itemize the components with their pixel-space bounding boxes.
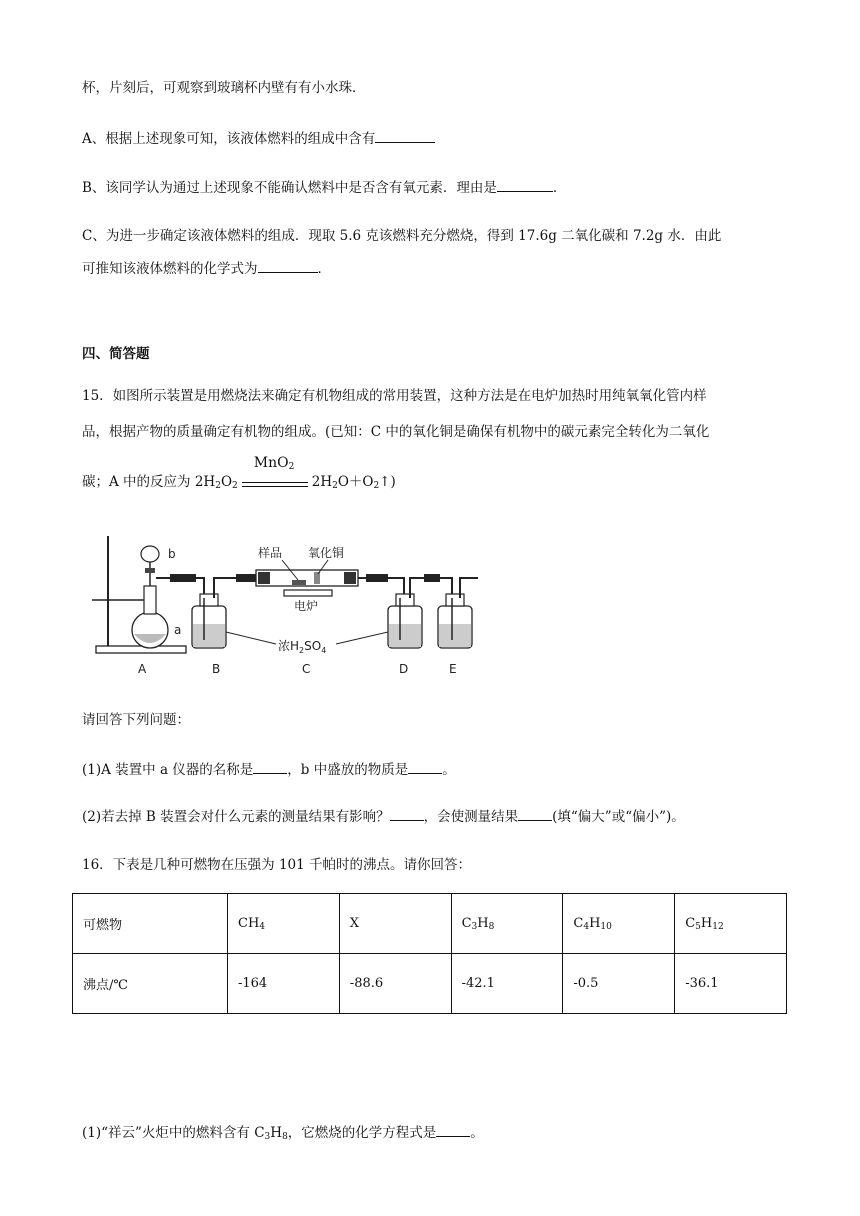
rubber-connector xyxy=(170,574,196,582)
q16-part-1 xyxy=(82,1122,484,1147)
table-header-label: 可燃物 xyxy=(73,894,228,954)
tube-plug xyxy=(344,572,356,584)
subscript: 2 xyxy=(332,481,338,491)
q15-1-end: 。 xyxy=(442,762,456,778)
q16-line: 16．下表是几种可燃物在压强为 101 千帕时的沸点。请你回答： xyxy=(82,857,472,873)
table-cell-substance: $C_3H_8$ xyxy=(451,894,563,954)
table-cell-value: -36.1 xyxy=(675,954,787,1014)
answer-blank-q15-2b[interactable] xyxy=(518,806,552,821)
subscript: 2 xyxy=(215,481,221,491)
q15-part-1 xyxy=(82,759,456,780)
subscript: 2 xyxy=(373,481,380,491)
subscript: 8 xyxy=(282,1132,288,1142)
stand-base xyxy=(96,646,186,653)
answer-blank-b[interactable] xyxy=(497,177,553,192)
table-cell-value: -0.5 xyxy=(563,954,675,1014)
label-b: b xyxy=(168,547,176,561)
q15-line-3 xyxy=(82,454,396,496)
tube-plug xyxy=(258,572,270,584)
q15-reaction-o: O xyxy=(220,474,233,490)
q15-2-text: (2)若去掉 B 装置会对什么元素的测量结果有影响？ xyxy=(82,809,390,825)
liquid-e xyxy=(439,624,471,647)
question-b-line xyxy=(82,177,566,198)
stopper-d xyxy=(396,594,414,606)
q15-reaction-product: 2H xyxy=(311,474,333,490)
label-sample: 样品 xyxy=(258,546,283,560)
table-row xyxy=(73,954,787,1014)
question-c-text: 可推知该液体燃料的化学式为 xyxy=(82,261,258,277)
q15-1-text: (1)A 装置中 a 仪器的名称是 xyxy=(82,762,254,778)
q16-1-text-2: ，它燃烧的化学方程式是 xyxy=(287,1125,437,1141)
q15-reaction-end: ↑) xyxy=(379,474,396,490)
answer-blank-c[interactable] xyxy=(258,258,318,273)
station-label-a: A xyxy=(138,662,147,676)
answer-blank-q16-1[interactable] xyxy=(436,1122,470,1137)
table-row-label: 沸点/℃ xyxy=(73,954,228,1014)
q16-1-end: 。 xyxy=(470,1125,484,1141)
station-label-e: E xyxy=(449,662,457,676)
subscript: 3 xyxy=(264,1132,271,1142)
stopper-e xyxy=(446,594,464,606)
question-c-end: ． xyxy=(317,261,331,277)
copper-oxide xyxy=(314,572,320,584)
table-cell-substance: $C_5H_{12}$ xyxy=(675,894,787,954)
sample-boat xyxy=(292,580,306,585)
question-c-line-2 xyxy=(82,258,331,279)
table-cell-substance: X xyxy=(339,894,451,954)
label-concentrated-acid: 浓$H_2SO_4$ xyxy=(278,639,327,655)
catalyst-label: MnO$_2$ xyxy=(253,454,295,472)
table-row xyxy=(73,894,787,954)
q16-1-text: (1)“祥云”火炬中的燃料含有 C xyxy=(82,1125,265,1141)
stopper-b xyxy=(200,594,218,606)
station-label-b: B xyxy=(212,662,221,676)
question-a-text: A、根据上述现象可知，该液体燃料的组成中含有 xyxy=(82,131,376,147)
q15-reaction-product-2: O＋O xyxy=(337,474,374,490)
label-furnace: 电炉 xyxy=(294,599,319,613)
liquid-d xyxy=(389,624,421,647)
table-cell-substance: $CH_4$ xyxy=(228,894,340,954)
station-label-d: D xyxy=(399,662,409,676)
funnel-stopcock xyxy=(145,568,155,573)
answer-blank-q15-1a[interactable] xyxy=(253,759,287,774)
q16-1-h: H xyxy=(270,1125,283,1141)
q15-reaction-prefix: 碳；A 中的反应为 2H xyxy=(82,474,216,490)
rubber-connector xyxy=(424,574,440,582)
table-cell-value: -164 xyxy=(228,954,340,1014)
answer-blank-q15-2a[interactable] xyxy=(390,806,424,821)
answer-blank-q15-1b[interactable] xyxy=(408,759,442,774)
rubber-connector xyxy=(236,574,256,582)
question-c-line: C、为进一步确定该液体燃料的组成．现取 5.6 克该燃料充分燃烧，得到 17.6g 二氧化碳和 7.2g 水．由此 xyxy=(82,228,722,244)
q15-part-2 xyxy=(82,806,685,827)
station-label-c: C xyxy=(302,662,311,676)
reaction-condition-sign xyxy=(240,454,310,493)
prompt-line: 请回答下列问题： xyxy=(82,712,190,728)
q15-2-end: (填“偏大”或“偏小”)。 xyxy=(552,809,685,825)
electric-furnace xyxy=(284,590,332,596)
subscript: 2 xyxy=(232,481,238,491)
pointer-acid-b xyxy=(226,632,276,644)
equals-lines xyxy=(242,482,308,487)
label-copper-oxide: 氧化铜 xyxy=(308,546,345,560)
separatory-funnel xyxy=(141,546,159,562)
flask-neck xyxy=(144,586,156,614)
section-heading: 四、简答题 xyxy=(82,346,150,362)
question-a-line xyxy=(82,128,435,149)
apparatus-diagram xyxy=(86,528,486,680)
question-b-text: B、该同学认为通过上述现象不能确认燃料中是否含有氧元素．理由是 xyxy=(82,180,497,196)
rubber-connector xyxy=(366,574,388,582)
answer-blank-a[interactable] xyxy=(375,128,435,143)
label-a: a xyxy=(174,623,182,637)
q15-1-text-2: ，b 中盛放的物质是 xyxy=(287,762,409,778)
question-b-end: ． xyxy=(552,180,567,196)
boiling-point-table xyxy=(72,893,787,1014)
q15-2-text-2: ，会使测量结果 xyxy=(423,809,519,825)
table-cell-substance: $C_4H_{10}$ xyxy=(563,894,675,954)
acid-b xyxy=(193,624,225,647)
table-cell-value: -42.1 xyxy=(451,954,563,1014)
q15-line-2: 品，根据产物的质量确定有机物的组成。(已知：C 中的氧化铜是确保有机物中的碳元素完全转化为二氧化 xyxy=(82,424,710,440)
text-line-1: 杯，片刻后，可观察到玻璃杯内壁有有小水珠． xyxy=(82,80,366,96)
q15-line-1: 15．如图所示装置是用燃烧法来确定有机物组成的常用装置，这种方法是在电炉加热时用纯氧氧化管内样 xyxy=(82,388,707,404)
table-cell-value: -88.6 xyxy=(339,954,451,1014)
combustion-tube xyxy=(256,570,358,586)
pointer-acid-d xyxy=(336,632,388,644)
